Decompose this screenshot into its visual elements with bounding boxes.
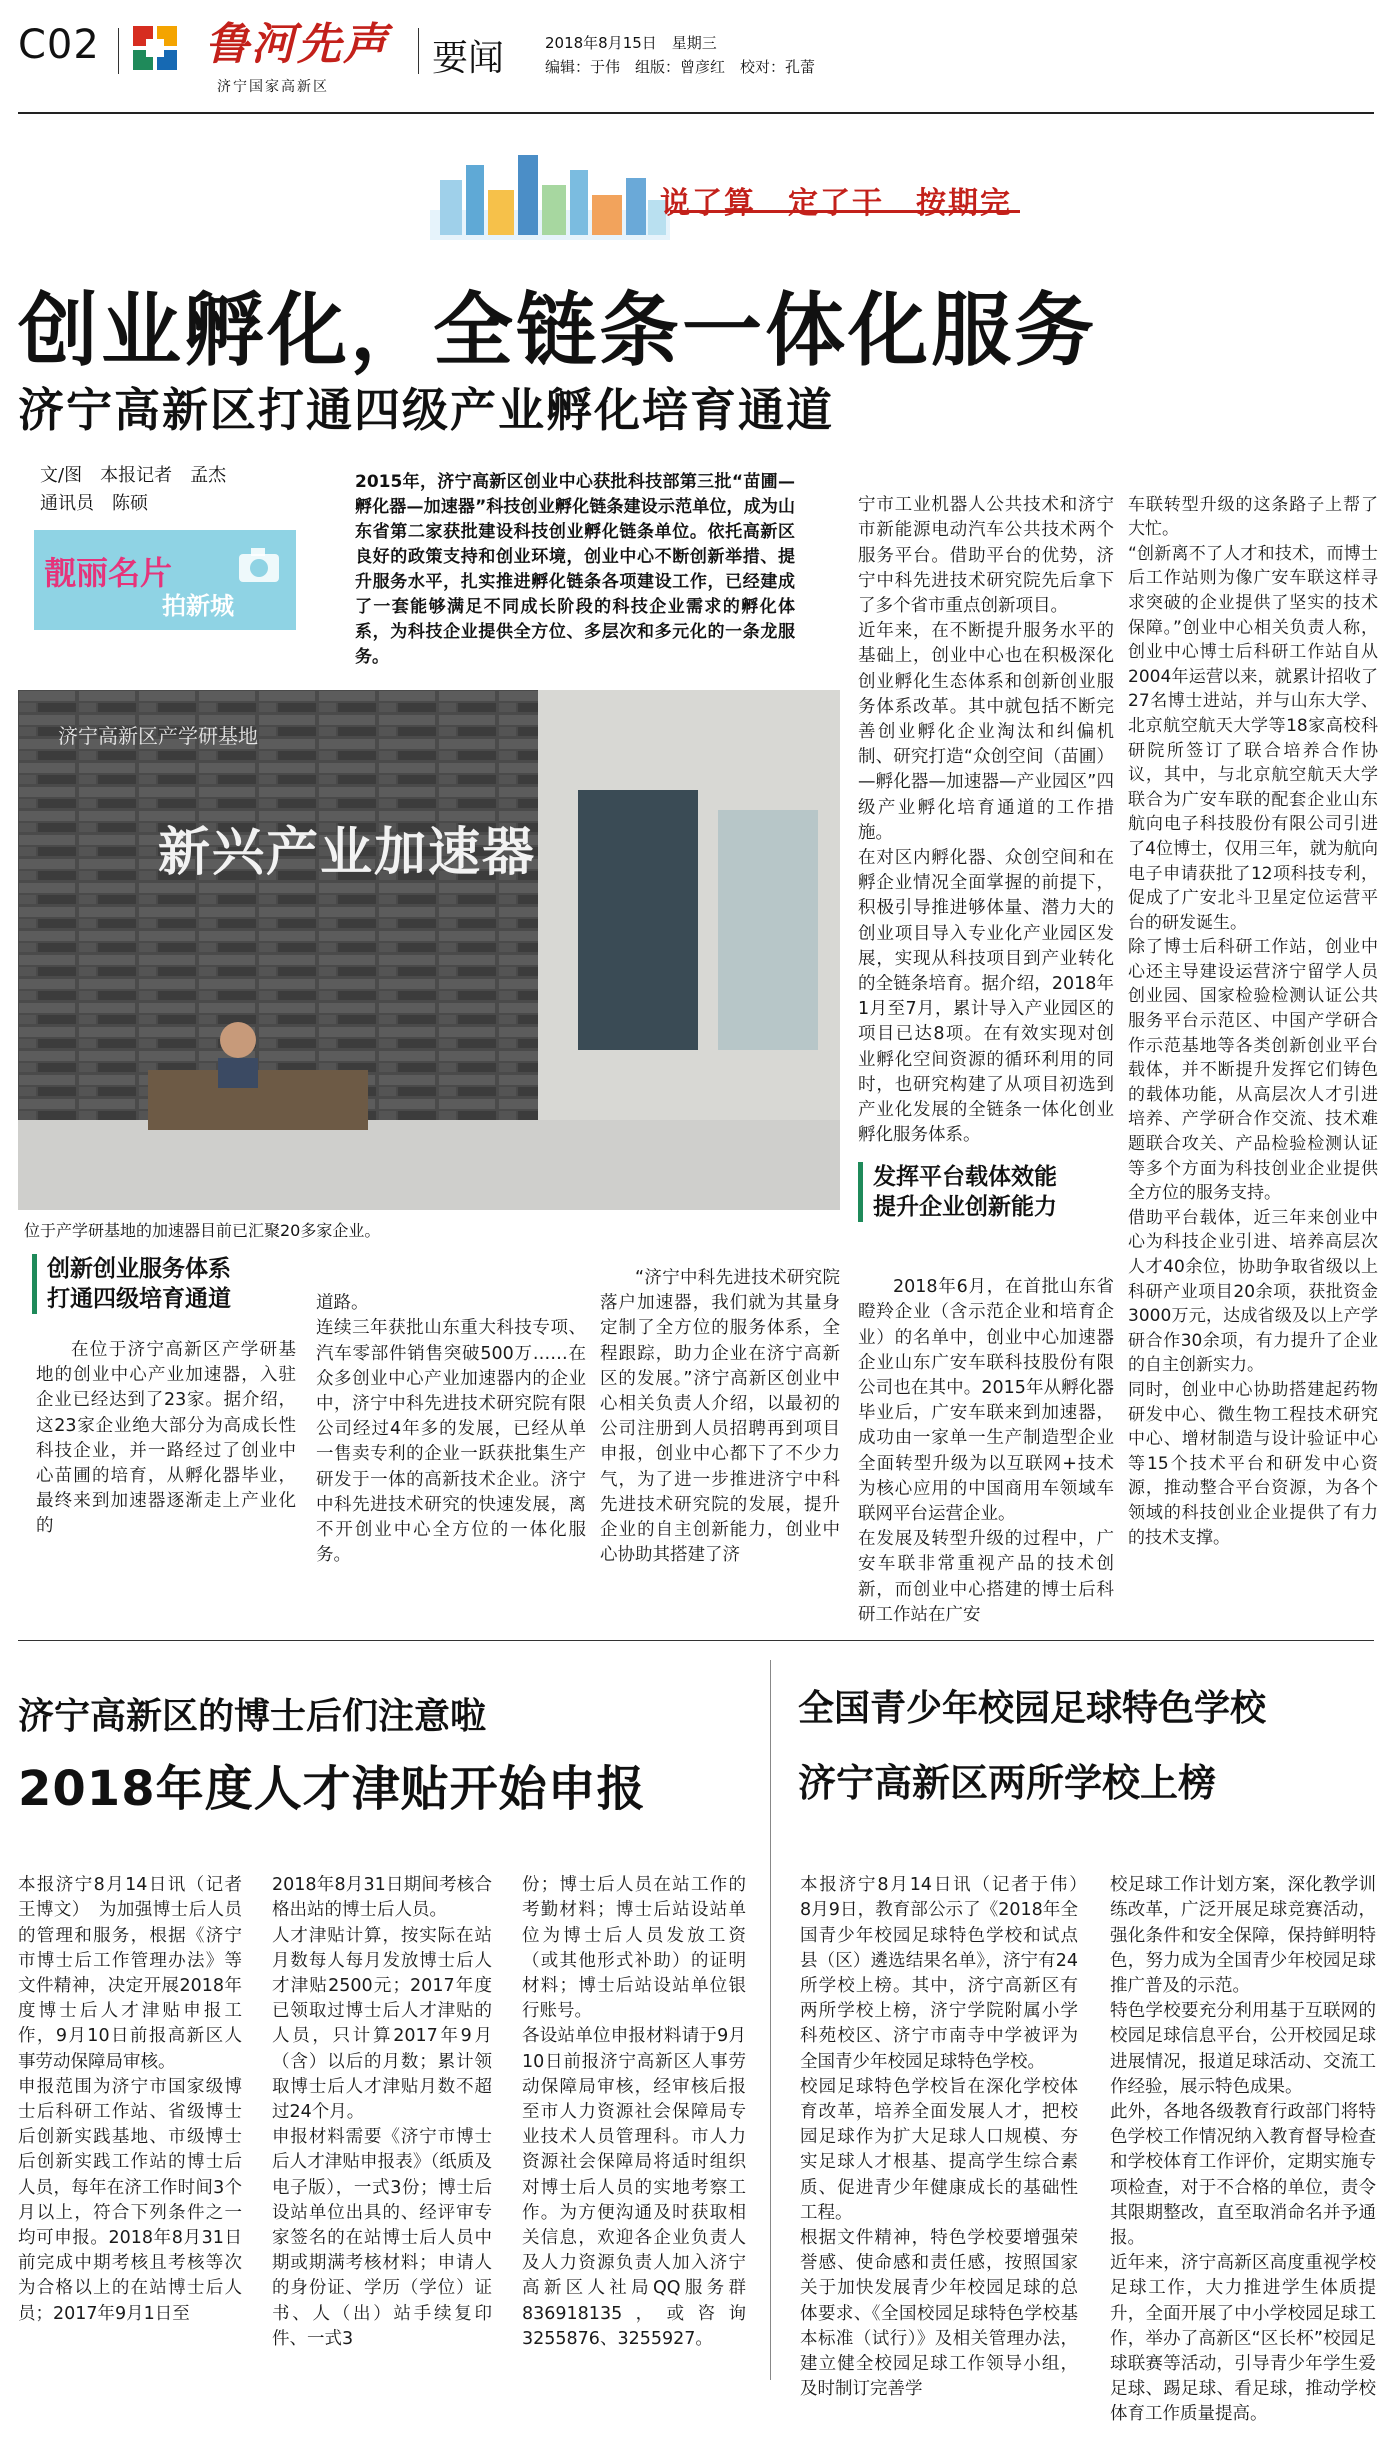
lead-byline [40,462,226,518]
lead-intro: 2015年，济宁高新区创业中心获批科技部第三批“苗圃—孵化器—加速器”科技创业孵化链条建设示范单位，成为山东省第二家获批建设科技创业孵化链条单位。依托高新区良好的政策支持和创业环境，创业中心不断创新举措、提升服务水平，扎实推进孵化链条各项建设工作，已经建成了一套能够满足不同成长阶段的科技企业需求的孵化体系，为科技企业提供全方位、多层次和多元化的一条龙服务。 [355,472,795,667]
slogan: 说了算 定了干 按期完 [660,186,1012,221]
paragraph: 本报济宁8月14日讯（记者于伟） 8月9日，教育部公示了《2018年全国青少年校园足球特色学校和试点县（区）遴选结果名单》，济宁有24所学校上榜。其中，济宁高新区有两所学校上榜，济宁学院附属小学科苑校区、济宁市南寺中学被评为全国青少年校园足球特色学校。 校园足球特色学校旨在深化学校体育改革，培养全面发展人才，把校园足球作为扩大足球人口规模、夯实足球人才根基、提高学生综合素质、促进青少年健康成长的基础性工程。 根据文件精神，特色学校要增强荣誉感、使命感和责任感，按照国家关于加快发展青少年校园足球的总体要求、《全国校园足球特色学校基本标准（试行）》及相关管理办法，建立健全校园足球工作领导小组，及时制订完善学 [800,1875,1078,2400]
lead-column-d-top [858,468,1114,1174]
photo-caption: 位于产学研基地的加速器目前已汇聚20多家企业。 [24,1221,381,1240]
header-divider [118,28,119,74]
article2-column-3 [522,1848,746,2377]
photo-sign-small: 济宁高新区产学研基地 [58,724,258,748]
paragraph: 份；博士后人员在站工作的考勤材料；博士后站设站单位为博士后人员发放工资（或其他形式补助）的证明材料；博士后站设站单位银行账号。 各设站单位申报材料请于9月10日前报济宁高新区人事劳动保障局审核，经审核后报至市人力资源社会保障局专业技术人员管理科。市人力资源社会保障局将适时组织对博士后人员的实地考察工作。为方便沟通及时获取相关信息，欢迎各企业负责人及人力资源负责人加入济宁高新区人社局QQ服务群836918135，或咨询3255876、3255927。 [522,1875,746,2349]
page-number: C02 [18,22,100,68]
lead-column-d-bottom [858,1250,1114,1653]
brand-logo-icon [133,26,177,70]
paragraph: 校足球工作计划方案，深化教学训练改革，广泛开展足球竞赛活动，强化条件和安全保障，保持鲜明特色，努力成为全国青少年校园足球推广普及的示范。 特色学校要充分利用基于互联网的校园足球信息平台，公开校园足球进展情况，报道足球活动、交流工作经验，展示特色成果。 此外，各地各级教育行政部门将特色学校工作情况纳入教育督导检查和学校体育工作评价，定期实施专项检查，对于不合格的单位，责令其限期整改，直至取消命名并予通报。 近年来，济宁高新区高度重视学校足球工作，大力推进学生体质提升，全面开展了中小学校园足球工作，举办了高新区“区长杯”校园足球联赛等活动，引导青少年学生爱足球、踢足球、看足球，推动学校体育工作质量提高。 [1110,1875,1376,2425]
paragraph: “济宁中科先进技术研究院落户加速器，我们就为其量身定制了全方位的服务体系，全程跟踪，助力企业在济宁高新区的发展。”济宁高新区创业中心相关负责人介绍，以最初的公司注册到人员招聘再到项目申报，创业中心都下了不少力气，为了进一步推进济宁中科先进技术研究院的发展，提升企业的自主创新能力，创业中心协助其搭建了济 [600,1268,840,1566]
subhead-line: 创新创业服务体系 [47,1256,231,1282]
lead-column-c [600,1266,840,1568]
subhead-service-system [32,1254,307,1314]
header-rule [18,112,1374,114]
article2-headline: 2018年度人才津贴开始申报 [18,1761,646,1817]
subhead-line: 发挥平台载体效能 [873,1164,1057,1190]
paragraph: 2018年8月31日期间考核合格出站的博士后人员。 人才津贴计算，按实际在站月数每人每月发放博士后人才津贴2500元；2017年度已领取过博士后人才津贴的人员，只计算2017年9月（含）以后的月数；累计领取博士后人才津贴月数不超过24个月。 申报材料需要《济宁市博士后人才津贴申报表》（纸质及电子版），一式3份；博士后设站单位出具的、经评审专家签名的在站博士后人员中期或期满考核材料；申请人的身份证、学历（学位）证书、人（出）站手续复印件、一式3 [272,1875,492,2349]
article2-column-1 [18,1848,242,2352]
paragraph: 宁市工业机器人公共技术和济宁市新能源电动汽车公共技术两个服务平台。借助平台的优势，济宁中科先进技术研究院先后拿下了多个省市重点创新项目。 近年来，在不断提升服务水平的基础上，创业中心也在积极深化创业孵化生态体系和创新创业服务体系改革。其中就包括不断完善创业孵化企业淘汰和纠偏机制、研究打造“众创空间（苗圃）—孵化器—加速器—产业园区”四级产业孵化培育通道的工作措施。 在对区内孵化器、众创空间和在孵企业情况全面掌握的前提下，积极引导推进够体量、潜力大的创业项目导入专业化产业园区发展，实现从科技项目到产业转化的全链条培育。据介绍，2018年1月至7月，累计导入产业园区的项目已达8项。在有效实现对创业孵化空间资源的循环利用的同时，也研究构建了从项目初选到产业化发展的全链条一体化创业孵化服务体系。 [858,495,1114,1146]
article2-kicker: 济宁高新区的博士后们注意啦 [18,1696,487,1737]
lead-headline: 创业孵化，全链条一体化服务 [18,284,1097,377]
paragraph: 本报济宁8月14日讯（记者 王博文） 为加强博士后人员的管理和服务，根据《济宁市博士后工作管理办法》等文件精神，决定开展2018年度博士后人才津贴申报工作，9月10日前报高新区人事劳动保障局审核。 申报范围为济宁市国家级博士后科研工作站、省级博士后创新实践基地、市级博士后创新实践工作站的博士后人员，每年在济工作时间3个月以上，符合下列条件之一均可申报。2018年8月31日前完成中期考核且考核等次为合格以上的在站博士后人员；2017年9月1日至 [18,1875,242,2324]
editor-credits: 编辑：于伟 组版：曾彦红 校对：孔蕾 [545,58,816,76]
article3-column-2 [1110,1848,1376,2453]
camera-icon [234,540,284,590]
brand-subtitle: 济宁国家高新区 [217,79,329,95]
paragraph: 道路。 连续三年获批山东重大科技专项、汽车零部件销售突破500万……在众多创业中心产业加速器内的企业中，济宁中科先进技术研究院有限公司经过4年多的发展，已经从单一售卖专利的企业一跃获批集生产研发于一体的高新技术企业。济宁中科先进技术研究的快速发展，离不开创业中心全方位的一体化服务。 [316,1293,586,1566]
byline-reporter: 文/图 本报记者 孟杰 [40,465,227,486]
accelerator-photo [18,690,840,1210]
photo-sign-big: 新兴产业加速器 [158,823,537,883]
subhead-platform [858,1162,1109,1222]
issue-date: 2018年8月15日 星期三 [545,34,717,52]
paragraph: 在位于济宁高新区产学研基地的创业中心产业加速器，入驻企业已经达到了23家。据介绍，这23家企业绝大部分为高成长性科技企业，并一路经过了创业中心苗圃的培育，从孵化器毕业，最终来到加速器逐渐走上产业化的 [36,1340,296,1537]
paragraph: 2018年6月，在首批山东省瞪羚企业（含示范企业和培育企业）的名单中，创业中心加速器企业山东广安车联科技股份有限公司也在其中。2015年从孵化器毕业后，广安车联来到加速器，成功由一家单一生产制造型企业全面转型升级为以互联网+技术为核心应用的中国商用车领域车联网平台运营企业。 在发展及转型升级的过程中，广安车联非常重视产品的技术创新，而创业中心搭建的博士后科研工作站在广安 [858,1277,1114,1625]
subhead-line: 打通四级培育通道 [47,1286,231,1312]
section-rule [18,1640,1374,1641]
lead-column-b [316,1266,586,1594]
lead-subheadline: 济宁高新区打通四级产业孵化培育通道 [18,383,834,437]
accelerator-photo-drawing [18,690,840,1210]
article3-kicker: 全国青少年校园足球特色学校 [798,1688,1267,1729]
article2-column-2 [272,1848,492,2377]
brand-title: 鲁河先声 [205,19,389,70]
section-name: 要闻 [432,38,505,79]
header-divider [418,28,419,74]
skyline-illustration [430,150,670,240]
lead-column-e [1128,468,1378,1575]
badge-text-main: 靓丽名片 [44,554,173,592]
column-badge [34,530,296,630]
subhead-line: 提升企业创新能力 [873,1194,1057,1220]
article3-column-1 [800,1848,1078,2428]
article3-headline: 济宁高新区两所学校上榜 [798,1761,1217,1805]
paragraph: 车联转型升级的这条路子上帮了大忙。 “创新离不了人才和技术，而博士后工作站则为像广安车联这样寻求突破的企业提供了坚实的技术保障。”创业中心相关负责人称，创业中心博士后科研工作站自从2004年运营以来，就累计招收了27名博士进站，并与山东大学、北京航空航天大学等18家高校科研院所签订了联合培养合作协议，其中，与北京航空航天大学联合为广安车联的配套企业山东航向电子科技股份有限公司引进了4位博士，仅用三年，就为航向电子申请获批了12项科技专利，促成了广安北斗卫星定位运营平台的研发诞生。 除了博士后科研工作站，创业中心还主导建设运营济宁留学人员创业园、国家检验检测认证公共服务平台示范区、中国产学研合作示范基地等各类创新创业平台载体，并不断提升发挥它们铸色的载体功能，从高层次人才引进培养、产学研合作交流、技术难题联合攻关、产品检验检测认证等多个方面为科技创业企业提供全方位的服务支持。 借助平台载体，近三年来创业中心为科技企业引进、培养高层次人才40余位，协助争取省级以上科研产业项目20余项，获批资金3000万元，达成省级及以上产学研合作30余项，有力提升了企业的自主创新实力。 同时，创业中心协助搭建起药物研发中心、微生物工程技术研究中心、增材制造与设计验证中心等15个技术平台和研发中心资源，推动整合平台资源，为各个领域的科技创业企业提供了有力的技术支撑。 [1128,494,1378,1548]
column-divider [770,1660,771,2380]
byline-correspondent: 通讯员 陈硕 [40,493,148,514]
lead-column-a [36,1338,296,1540]
badge-text-sub: 拍新城 [162,592,234,620]
